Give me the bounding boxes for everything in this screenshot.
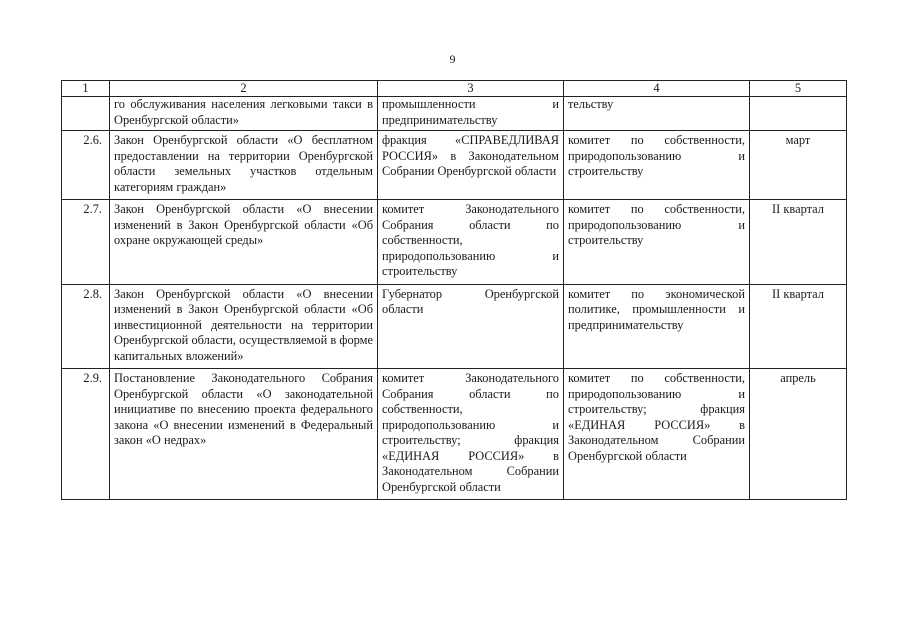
column-number-4: 4 (564, 81, 750, 97)
table-row (62, 200, 847, 285)
initiator: комитет Законодательного Собрания области по собственности, природопользованию и строительству; фракция «ЕДИНАЯ РОССИЯ» в Законодательном Собрании Оренбургской области (378, 369, 564, 500)
row-number: 2.9. (62, 369, 110, 500)
term (750, 97, 847, 131)
row-number: 2.8. (62, 284, 110, 369)
column-number-1: 1 (62, 81, 110, 97)
document-title: Закон Оренбургской области «О бесплатном предоставлении на территории Оренбургской области земельных участков отдельным категориям граждан» (110, 131, 378, 200)
term: апрель (750, 369, 847, 500)
document-title: Закон Оренбургской области «О внесении изменений в Закон Оренбургской области «Об охране окружающей среды» (110, 200, 378, 285)
initiator: фракция «СПРАВЕДЛИВАЯ РОССИЯ» в Законодательном Собрании Оренбургской области (378, 131, 564, 200)
initiator: Губернатор Оренбургской области (378, 284, 564, 369)
term: II квартал (750, 284, 847, 369)
row-number: 2.6. (62, 131, 110, 200)
work-plan-table (61, 80, 847, 500)
column-number-3: 3 (378, 81, 564, 97)
responsible: комитет по экономической политике, промышленности и предпринимательству (564, 284, 750, 369)
column-number-2: 2 (110, 81, 378, 97)
initiator: промышленности и предпринимательству (378, 97, 564, 131)
document-title: Закон Оренбургской области «О внесении изменений в Закон Оренбургской области «Об инвестиционной деятельности на территории Оренбургской области, осуществляемой в форме капитальных вложений» (110, 284, 378, 369)
responsible: тельству (564, 97, 750, 131)
table-row (62, 97, 847, 131)
row-number (62, 97, 110, 131)
table-row (62, 131, 847, 200)
table-row (62, 284, 847, 369)
initiator: комитет Законодательного Собрания области по собственности, природопользованию и строительству (378, 200, 564, 285)
column-numbers-row (62, 81, 847, 97)
table-row (62, 369, 847, 500)
document-title: го обслуживания населения легковыми такси в Оренбургской области» (110, 97, 378, 131)
row-number: 2.7. (62, 200, 110, 285)
document-title: Постановление Законодательного Собрания Оренбургской области «О законодательной инициативе по внесению проекта федерального закона «О внесении изменений в Федеральный закон «О недрах» (110, 369, 378, 500)
term: II квартал (750, 200, 847, 285)
page-number: 9 (449, 52, 456, 66)
responsible: комитет по собственности, природопользованию и строительству (564, 131, 750, 200)
responsible: комитет по собственности, природопользованию и строительству; фракция «ЕДИНАЯ РОССИЯ» в Законодательном Собрании Оренбургской области (564, 369, 750, 500)
term: март (750, 131, 847, 200)
column-number-5: 5 (750, 81, 847, 97)
responsible: комитет по собственности, природопользованию и строительству (564, 200, 750, 285)
